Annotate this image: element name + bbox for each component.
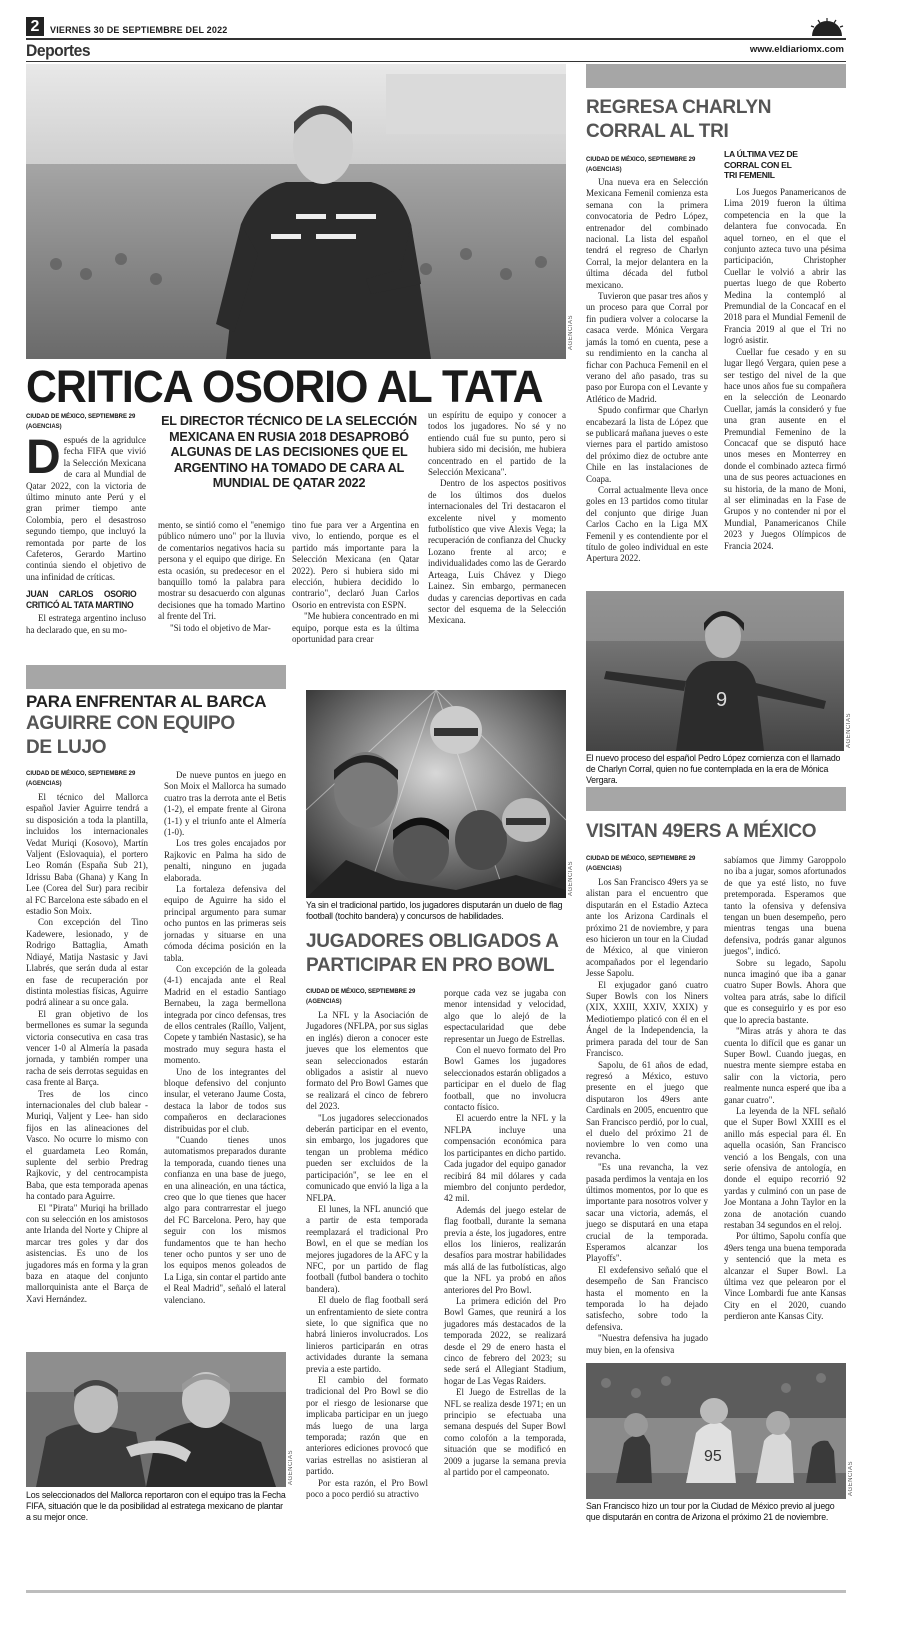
probowl-headline-line-1: JUGADORES OBLIGADOS A bbox=[306, 931, 559, 952]
aguirre-col1-p1: El técnico del Mallorca español Javier Aguirre tendrá a su disposición a toda la plantilla, incluidos los internacionales Vedat Muriqi (Kosovo), Martín Valjent (Eslovaquia), el portero Leo Román (España Sub 21), Idrissu Baba (Ghana) y Kang In Lee (Corea del Sur) para recibir al FC Barcelona este sábado en el estadio Son Moix. bbox=[26, 792, 148, 917]
niners-agency: (AGENCIAS) bbox=[586, 866, 622, 872]
charlyn-col-2 bbox=[724, 187, 846, 552]
tata-photo-credit: AGENCIAS bbox=[568, 314, 574, 350]
niners-col2-p4: La leyenda de la NFL señaló que el Super Bowl XXIII es el anillo más especial para él. En aquella ocasión, San Francisco venció a los Bengals, con una serie ofensiva de antología, en donde el equipo recorrió 92 yardas y culminó con un pase de Joe Montana a John Taylor en la zona de anotación cuando restaban 34 segundos en el reloj. bbox=[724, 1105, 846, 1230]
probowl-col-1 bbox=[306, 1010, 428, 1500]
tata-headline: CRITICA OSORIO AL TATA bbox=[26, 361, 543, 412]
tata-col-1 bbox=[26, 431, 146, 636]
tata-col2-p1: mento, se sintió como el "enemigo público número uno" por la lluvia de comentarios negativos hacia su persona y el equipo que dirige. En esta ocasión, su predecesor en el banquillo tomó la palabra para mostrar su desacuerdo con algunas decisiones que ha tomado Martino al frente del Tri. bbox=[158, 520, 285, 622]
probowl-col2-p2: Con el nuevo formato del Pro Bowl Games los jugadores seleccionados estarán obligados a participar en el duelo de flag football, que no involucra contacto físico. bbox=[444, 1045, 566, 1113]
niners-col1-p6: "Nuestra defensiva ha jugado muy bien, en la ofensiva bbox=[586, 1333, 708, 1355]
charlyn-subhead: LA ÚLTIMA VEZ DE CORRAL CON EL TRI FEMENIL bbox=[724, 149, 798, 180]
aguirre-col2-p5: Uno de los integrantes del bloque defensivo del conjunto insular, el veterano Jaume Costa, destaca la labor de todos sus compañeros en declaraciones distribuidas por el club. bbox=[164, 1066, 286, 1134]
tata-col4-p2: Dentro de los aspectos positivos de los últimos dos duelos internacionales del Tri destacaron el excelente nivel y momento futbolístico que vive Alexis Vega; la recuperación de confianza del Chucky Lozano frente al arco; e individualidades como las de Gerardo Arteaga, Luis Chávez y Diego Lainez. Sin embargo, permanecen dudas y carencias deportivas en cada sector del esquema de la Selección Mexicana. bbox=[428, 478, 566, 626]
niners-gray-bar bbox=[586, 787, 846, 811]
charlyn-col2-p1: Los Juegos Panamericanos de Lima 2019 fueron la última competencia en la que la delantera fue convocada. En aquel torneo, en el que el conjunto azteca tuvo una pésima participación, Christopher Cuellar le volvió a abrir las puertas luego de que Roberto Medina la contempló al Premundial de la Concacaf en el 2018 para el Mundial Femenil de Francia 2019 al que el Tri no logró asistir. bbox=[724, 187, 846, 346]
tata-subhead: JUAN CARLOS OSORIO CRITICÓ AL TATA MARTINO bbox=[26, 589, 137, 610]
charlyn-headline bbox=[586, 96, 771, 144]
niners-headline: VISITAN 49ERS A MÉXICO bbox=[586, 821, 817, 842]
charlyn-photo-caption: El nuevo proceso del español Pedro López comienza con el llamado de Charlyn Corral, quien no fue contemplada en la era de Mónica Vergara. bbox=[586, 753, 841, 785]
probowl-photo-caption: Ya sin el tradicional partido, los jugadores disputarán un duelo de flag football (tochito bandera) y concursos de habilidades. bbox=[306, 900, 563, 921]
tata-col3-p1: tino fue para ver a Argentina en vivo, lo entiendo, porque es el partido más importante para la Selección Mexicana (en Qatar 2022). Pero si hubiera sido mi elección, hubiera decidido lo contrario", declaró Juan Carlos Osorio en entrevista con ESPN. bbox=[292, 520, 419, 610]
niners-col1-p5: El exdefensivo señaló que el desempeño de San Francisco hasta el momento en la temporada lo ha dejado satisfecho, sobre todo la defensiva. bbox=[586, 1264, 708, 1332]
aguirre-col-1 bbox=[26, 792, 148, 1305]
aguirre-col2-p3: La fortaleza defensiva del equipo de Aguirre ha sido el principal argumento para sumar ocho puntos en las primeras seis jornadas y situarse en una cómoda décima posición en la tabla. bbox=[164, 884, 286, 963]
svg-text:95: 95 bbox=[704, 1448, 722, 1465]
charlyn-col1-p4: Corral actualmente lleva once goles en 13 partidos como titular del conjunto que dirige Juan Carlos Cacho en la Liga MX Femenil y es contendiente por el título de goleo individual en este Apertura 2022. bbox=[586, 484, 708, 564]
probowl-col1-p3: El lunes, la NFL anunció que a partir de esta temporada reemplazará el tradicional Pro Bowl, en el que se medían los mejores jugadores de la AFC y la NFC, por un partido de flag football (futbol bandera o tochito bandera). bbox=[306, 1203, 428, 1294]
aguirre-photo-credit: AGENCIAS bbox=[288, 1449, 294, 1485]
niners-col1-p2: El exjugador ganó cuatro Super Bowls con los Niners (XIX, XXIII, XXIV, XXIX) y Mediotiempo platicó con él en el Ángel de la Independencia, la primera parada del tour de San Francisco. bbox=[586, 979, 708, 1059]
tata-agency: (AGENCIAS) bbox=[26, 424, 62, 430]
charlyn-dateline: CIUDAD DE MÉXICO, SEPTIEMBRE 29 bbox=[586, 157, 696, 163]
sun-logo bbox=[808, 18, 846, 38]
probowl-col1-p2: "Los jugadores seleccionados deberán participar en el evento, sin embargo, los jugadores que tengan un problema médico pueden ser excluidos de la participación", se lee en el comunicado que envió la liga a la NFLPA. bbox=[306, 1112, 428, 1203]
probowl-headline bbox=[306, 930, 559, 978]
aguirre-headline-line-3: DE LUJO bbox=[26, 737, 107, 758]
probowl-dateline: CIUDAD DE MÉXICO, SEPTIEMBRE 29 bbox=[306, 989, 416, 995]
charlyn-headline-line-1: REGRESA CHARLYN bbox=[586, 97, 772, 118]
probowl-col1-p6: Por esta razón, el Pro Bowl poco a poco perdió su atractivo bbox=[306, 1477, 428, 1500]
charlyn-photo-credit: AGENCIAS bbox=[846, 712, 852, 748]
aguirre-col1-p5: El "Pirata" Muriqi ha brillado con su selección en los amistosos ante Irlanda del Norte y Chipre al marcar tres goles y dar dos asistencias. Es uno de los jugadores más en forma y la gran baza en ataque del conjunto mallorquinista ante el Barça de Xavi Hernández. bbox=[26, 1202, 148, 1304]
tata-col2-p2: "Si todo el objetivo de Mar- bbox=[170, 622, 271, 633]
niners-col-2 bbox=[724, 855, 846, 1323]
aguirre-headline-line-2: AGUIRRE CON EQUIPO bbox=[26, 713, 235, 734]
aguirre-col2-p2: Los tres goles encajados por Rajkovic en Palma ha sido de penalti, ninguno en jugada elaborada. bbox=[164, 838, 286, 883]
probowl-col-2 bbox=[444, 988, 566, 1478]
niners-col2-p5: Por último, Sapolu confía que 49ers tenga una buena temporada y sentenció que la meta es alcanzar el Super Bowl. La última vez que pelearon por el Vince Lombardi fue ante Kansas City en el 2020, cuando perdieron ante Kansas City. bbox=[724, 1231, 846, 1322]
probowl-col1-p1: La NFL y la Asociación de Jugadores (NFLPA, por sus siglas en inglés) dieron a conocer este jueves que los elementos que sean seleccionados estarán obligados a asistir al nuevo formato del Pro Bowl Games que se realizará el cinco de febrero del 2023. bbox=[306, 1010, 428, 1112]
aguirre-headline bbox=[26, 691, 266, 760]
aguirre-col2-p4: Con excepción de la goleada (4-1) encajada ante el Real Madrid en el estadio Santiago Bernabeu, la zaga bermellona integrada por cinco defensas, tres de ellos centrales (Raíllo, Valjent, Copete y también Nastasic), se ha mostrado muy segura hasta el momento. bbox=[164, 963, 286, 1066]
tata-col3-p2: "Me hubiera concentrado en mi equipo, porque esta es la última oportunidad para crear bbox=[292, 611, 419, 645]
dropcap: D bbox=[26, 431, 61, 484]
charlyn-col1-p3: Spudo confirmar que Charlyn encabezará la lista de López que se publicará mañana jueves o este viernes para el partido amistoso del próximo diez de octubre ante Chile en las instalaciones de Coapa. bbox=[586, 405, 708, 484]
charlyn-corral-photo bbox=[586, 591, 844, 751]
aguirre-agency: (AGENCIAS) bbox=[26, 781, 62, 787]
footer-bar bbox=[26, 1590, 846, 1593]
charlyn-col-1 bbox=[586, 177, 708, 565]
svg-text:9: 9 bbox=[716, 689, 728, 711]
aguirre-col1-p2: Con excepción del Tino Kadewere, lesionado, y de Rodrigo Battaglia, Amath Ndiayé, Matija Nastasic y Javi Llabrés, que serán duda al estar en fase de recuperación por distinta molestias físicas, Aguirre podrá alinear a su once gala. bbox=[26, 917, 148, 1008]
tata-col-2 bbox=[158, 520, 285, 634]
website-url: www.eldiariomx.com bbox=[749, 44, 844, 55]
probowl-col1-p5: El cambio del formato tradicional del Pro Bowl se dio por el riesgo de lesionarse que implicaba participar en un juego más luego de una larga temporada; razón que en anteriores ediciones provocó que varias estrellas no asistieran al partido. bbox=[306, 1375, 428, 1477]
aguirre-col2-p6: "Cuando tienes unos automatismos preparados durante la temporada, cuando tienes una confianza en una base de juego, en una alineación, en una táctica, creo que lo que tienes que hacer algo para contrarrestar el juego del FC Barcelona. Pero, hay que seguir con los mismos fundamentos que te han hecho tener ocho puntos y ser uno de los equipos menos goleados de La Liga, sin contar el partido ante el Real Madrid", señaló el lateral valenciano. bbox=[164, 1135, 286, 1305]
aguirre-col2-p1: De nueve puntos en juego en Son Moix el Mallorca ha sumado cuatro tras la derrota ante el Betis (1-2), el empate frente al Girona (1-1) y el triunfo ante el Almería (1-0). bbox=[164, 770, 286, 838]
probowl-photo-credit: AGENCIAS bbox=[568, 860, 574, 896]
niners-col2-p1: sabíamos que Jimmy Garoppolo no iba a jugar, somos afortunados de que ya esté listo, no fuve pretemporada. Esperamos que tanto la ofensiva y defensiva tengan un buen desempeño, pero mientras tengas una buena defensiva, podrás ganar algunos juegos", indicó. bbox=[724, 855, 846, 957]
probowl-headline-line-2: PARTICIPAR EN PRO BOWL bbox=[306, 955, 555, 976]
charlyn-gray-bar bbox=[586, 64, 846, 88]
header-rule bbox=[26, 38, 846, 40]
tata-col1-p2: El estratega argentino incluso ha declarado que, en su mo- bbox=[26, 613, 146, 635]
niners-col2-p3: "Miras atrás y ahora te das cuenta lo difícil que es ganar un Super Bowl. Cuando juegas, en nuestra mente siempre estaba en salir con la victoria, pero realmente nunca esperé que iba a ganar cuatro". bbox=[724, 1026, 846, 1105]
niners-col-1 bbox=[586, 877, 708, 1356]
niners-col1-p1: Los San Francisco 49ers ya se alistan para el encuentro que disputarán en el Estadio Azteca ante los Arizona Cardinals el próximo 21 de noviembre, y para eso hicieron un tour en la Ciudad de México, al que vinieron acompañados por el legendario Jesse Sapolu. bbox=[586, 877, 708, 979]
tata-lead: espués de la agridulce fecha FIFA que vivió la Selección Mexicana de cara al Mundial de Qatar 2022, con la victoria de último minuto ante Perú y el gran primer tiempo ante Colombia, pero el desastroso segundo tiempo, que incluyó la remontada por parte de los Cafeteros, Gerardo Martino continúa siendo el objetivo de una infinidad de críticas. bbox=[26, 435, 146, 582]
aguirre-headline-line-1: PARA ENFRENTAR AL BARCA bbox=[26, 692, 267, 711]
tata-col-3 bbox=[292, 520, 419, 645]
aguirre-ancelotti-photo bbox=[26, 1352, 286, 1487]
aguirre-photo-caption: Los seleccionados del Mallorca reportaron con el equipo tras la Fecha FIFA, situación que le da posibilidad al estratega mexicano de plantar a su mejor once. bbox=[26, 1490, 286, 1522]
probowl-players-photo bbox=[306, 690, 566, 898]
probowl-agency: (AGENCIAS) bbox=[306, 999, 342, 1005]
probowl-col2-p3: El acuerdo entre la NFL y la NFLPA incluye una compensación económica para los participantes en dicho partido. Cada jugador del equipo ganador recibirá 84 mil dólares y cada miembro del conjunto perdedor, 42 mil. bbox=[444, 1113, 566, 1204]
charlyn-agency: (AGENCIAS) bbox=[586, 167, 622, 173]
aguirre-col-2 bbox=[164, 770, 286, 1306]
probowl-col2-p5: La primera edición del Pro Bowl Games, que reunirá a los jugadores más destacados de la temporada 2022, se realizará desde el 29 de enero hasta el cinco de febrero del 2023; su sede será el Allegiant Stadium, hogar de Las Vegas Raiders. bbox=[444, 1295, 566, 1386]
charlyn-col2-p2: Cuellar fue cesado y en su lugar llegó Vergara, quien pese a ser testigo del nivel de la que hace unos años fue su compañera en la selección de Leonardo Cuellar, jamás la consideró y fue una gran ausente en el Premundial Femenino de la Concacaf que se disputó hace unos meses en Monterrey en donde el combinado azteca firmó una de sus peores actuaciones en su historia, de la mano de Moni, al ser eliminadas en la Fase de Grupos y no contender ni por el Mundial, Panamericanos Chile 2023 y Juegos Olímpicos de Francia 2024. bbox=[724, 346, 846, 551]
probowl-col2-p4: Además del juego estelar de flag football, durante la semana previa a éste, los jugadores, entre ellos los linieros, realizarán desafíos para mostrar habilidades más allá de las futbolísticas, algo que la NFL ya probó en años anteriores del Pro Bowl. bbox=[444, 1204, 566, 1295]
niners-col2-p2: Sobre su legado, Sapolu nunca imaginó que iba a ganar cuatro Super Bowls. Ahora que voltea para atrás, sabe lo difícil que es conseguirlo y es por eso que lo aprecia bastante. bbox=[724, 957, 846, 1025]
niners-photo-credit: AGENCIAS bbox=[848, 1460, 854, 1496]
tata-dateline: CIUDAD DE MÉXICO, SEPTIEMBRE 29 bbox=[26, 414, 136, 420]
niners-dateline: CIUDAD DE MÉXICO, SEPTIEMBRE 29 bbox=[586, 856, 696, 862]
niners-col1-p3: Sapolu, de 61 años de edad, regresó a México, estuvo presente en el juego que disputaron los 49ers ante Cardinals en 2005, encuentro que San Francisco perdió, por lo cual, el duelo del próximo 21 de noviembre lo ven como una revancha. bbox=[586, 1059, 708, 1161]
page-date: VIERNES 30 DE SEPTIEMBRE DEL 2022 bbox=[50, 25, 228, 35]
tata-col4-p1: un espíritu de equipo y conocer a todos los jugadores. No sé y no entiendo cuál fue su punto, pero si hubiera sido mi decisión, me hubiera concentrado en el partido de la Selección Mexicana". bbox=[428, 410, 566, 478]
tata-martino-photo bbox=[26, 64, 566, 359]
aguirre-dateline: CIUDAD DE MÉXICO, SEPTIEMBRE 29 bbox=[26, 771, 136, 777]
tata-col-4 bbox=[428, 410, 566, 627]
aguirre-col1-p4: Tres de los cinco internacionales del club balear -Muriqi, Valjent y Lee- han sido fijos en las alineaciones del Vasco. No ocurre lo mismo con el guardameta Leo Román, suplente del serbio Predrag Rajkovic, y del centrocampista Baba, que esta temporada apenas ha contado para Aguirre. bbox=[26, 1088, 148, 1202]
charlyn-col1-p2: Tuvieron que pasar tres años y un proceso para que Corral por fin pudiera volver a colocarse la casaca verde. Mónica Vergara jamás la tomó en cuenta, pese a su rendimiento en la cancha al fichar con Pachuca Femenil en el verano del año pasado, tras su paso por Europa con el Levante y Atlético de Madrid. bbox=[586, 291, 708, 404]
niners-col1-p4: "Es una revancha, la vez pasada perdimos la ventaja en los últimos momentos, por lo que es importante para nosotros volver y sacar una victoria, además, el juego se disputará en una etapa crucial de la temporada. Esperamos alcanzar los Playoffs". bbox=[586, 1162, 708, 1264]
niners-photo-caption: San Francisco hizo un tour por la Ciudad de México previo al juego que disputarán en contra de Arizona el próximo 21 de noviembre. bbox=[586, 1501, 835, 1522]
niners-game-photo bbox=[586, 1363, 846, 1499]
tata-deck: EL DIRECTOR TÉCNICO DE LA SELECCIÓN MEXICANA EN RUSIA 2018 DESAPROBÓ ALGUNAS DE LAS DECISIONES QUE EL ARGENTINO HA TOMADO DE CARA AL MUNDIAL DE QATAR 2022 bbox=[161, 414, 417, 490]
section-rule bbox=[26, 61, 846, 62]
aguirre-gray-bar bbox=[26, 665, 286, 689]
charlyn-headline-line-2: CORRAL AL TRI bbox=[586, 121, 729, 142]
charlyn-col1-p1: Una nueva era en Selección Mexicana Femenil comienza esta semana con la primera convocatoria de Pedro López, entrenador del combinado nacional. La lista del español tendrá el regreso de Charlyn Corral, la mejor delantera en la última década del futbol mexicano. bbox=[586, 177, 708, 290]
aguirre-col1-p3: El gran objetivo de los bermellones es sumar la segunda victoria consecutiva en casa tras vencer 1-0 al Almería la pasada jornada, y también romper una racha de seis derrotas seguidas en casa frente al Barça. bbox=[26, 1008, 148, 1088]
probowl-col2-p6: El Juego de Estrellas de la NFL se realiza desde 1971; en un principio se efectuaba una semana después del Super Bowl como colofón a la temporada, situación que se modificó en 2009 a jugarse la semana previa al partido por el campeonato. bbox=[444, 1387, 566, 1478]
probowl-col2-p1: porque cada vez se jugaba con menor intensidad y velocidad, algo que lo alejó de la espectacularidad que debe representar un Juego de Estrellas. bbox=[444, 988, 566, 1044]
probowl-col1-p4: El duelo de flag football será un enfrentamiento de siete contra siete, lo que significa que no habrá linieros involucrados. Los linieros participarán en otras actividades durante la semana previa a este partido. bbox=[306, 1295, 428, 1374]
section-title: Deportes bbox=[26, 41, 91, 60]
page-number: 2 bbox=[26, 17, 44, 36]
